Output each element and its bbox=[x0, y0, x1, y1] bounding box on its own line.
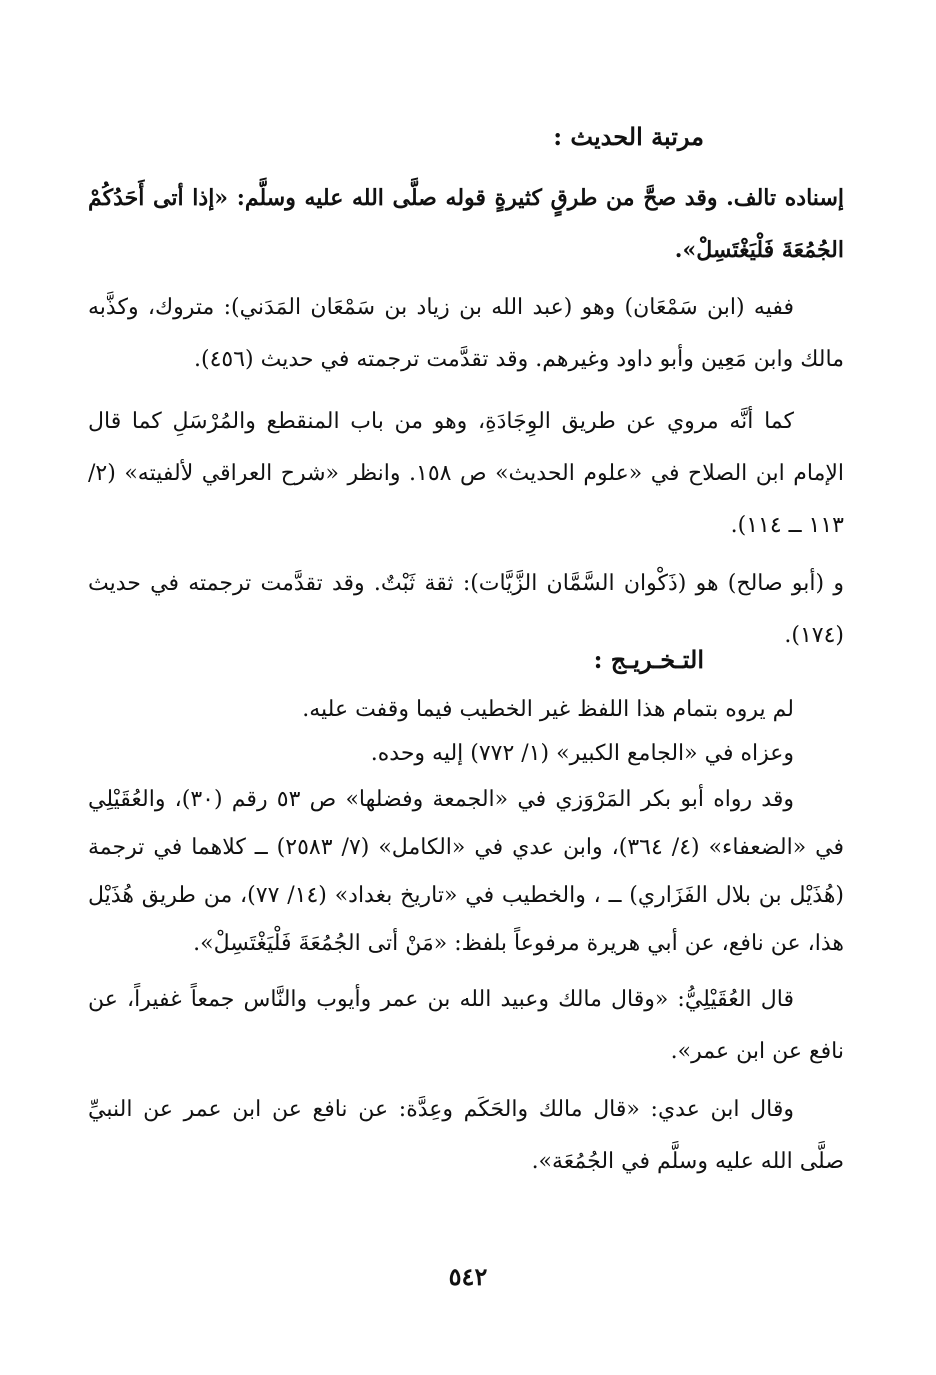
paragraph-marwazi: وقد رواه أبو بكر المَرْوَزي في «الجمعة وفضلها» ص ٥٣ رقم (٣٠)، والعُقَيْلِي في «الضعفاء» (٤/ ٣٦٤)، وابن عدي في «الكامل» (٧/ ٢٥٨٣) ــ كلاهما في ترجمة (هُذَيْل بن بلال الفَزَاري) ــ ، والخطيب في «تاريخ بغداد» (١٤/ ٧٧)، من طريق هُذَيْل هذا، عن نافع، عن أبي هريرة مرفوعاً بلفظ: «مَنْ أتى الجُمُعَةَ فَلْيَغْتَسِلْ». bbox=[88, 787, 845, 956]
page-number: ٥٤٢ bbox=[448, 1262, 488, 1291]
paragraph-uqayli: قال العُقَيْلِيُّ: «وقال مالك وعبيد الله بن عمر وأيوب والنَّاس جمعاً غفيراً، عن نافع عن ابن عمر». bbox=[88, 987, 844, 1064]
paragraph-ibn-adi: وقال ابن عدي: «قال مالك والحَكَم وعِدَّة: عن نافع عن ابن عمر عن النبيِّ صلَّى الله عليه وسلَّم في الجُمُعَة». bbox=[88, 1097, 844, 1174]
paragraph-abu-salih: و (أبو صالح) هو (ذَكْوان السَّمَّان الزَّيَّات): ثقة ثَبْتٌ. وقد تقدَّمت ترجمته في حديث (١٧٤). bbox=[88, 571, 844, 648]
paragraph-jami-kabir: وعزاه في «الجامع الكبير» (١/ ٧٧٢) إليه وحده. bbox=[370, 741, 794, 766]
paragraph-not-narrated: لم يروه بتمام هذا اللفظ غير الخطيب فيما وقفت عليه. bbox=[302, 697, 794, 722]
paragraph-wijada: كما أنَّه مروي عن طريق الوِجَادَةِ، وهو من باب المنقطع والمُرْسَلِ كما قال الإمام ابن الصلاح في «علوم الحديث» ص ١٥٨. وانظر «شرح العراقي لألفيته» (٢/ ١١٣ ــ ١١٤). bbox=[88, 409, 845, 538]
section-heading-hadith-rank: مرتبة الحديث : bbox=[553, 122, 704, 151]
section-hadith-rank-body bbox=[88, 172, 844, 662]
section-takhrij-body bbox=[88, 688, 844, 1188]
section-heading-takhrij: التـخـريـج : bbox=[593, 645, 704, 674]
paragraph-ibn-saman: ففيه (ابن سَمْعَان) وهو (عبد الله بن زياد بن سَمْعَان المَدَني): متروك، وكذَّبه مالك وابن مَعِين وأبو داود وغيرهم. وقد تقدَّمت ترجمته في حديث (٤٥٦). bbox=[88, 295, 844, 372]
paragraph-isnad-verdict: إسناده تالف. وقد صحَّ من طرقٍ كثيرةٍ قوله صلَّى الله عليه وسلَّم: «إذا أتى أَحَدُكُمْ الجُمُعَةَ فَلْيَغْتَسِلْ». bbox=[88, 185, 844, 263]
